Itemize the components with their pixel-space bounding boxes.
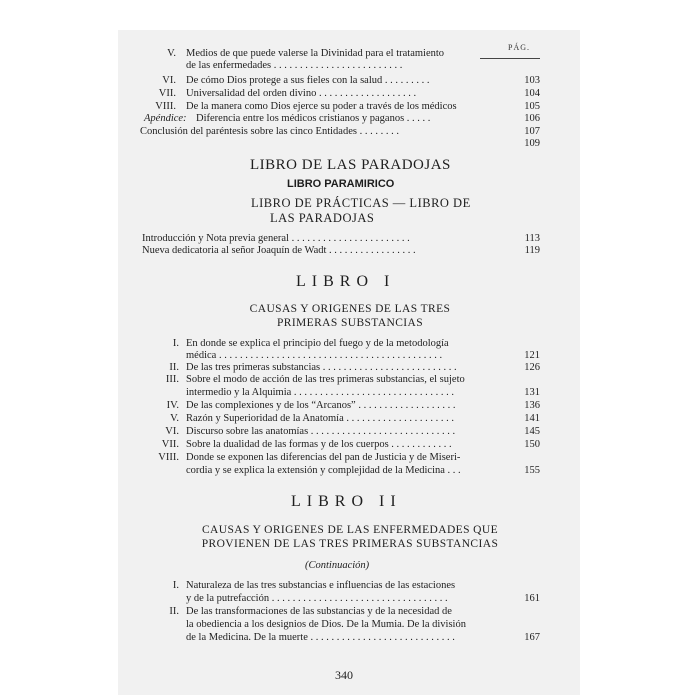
entry-line: intermedio y la Alquimia . . . . . . . . . . . . . . . . . . . . . . . . . . . . . . . xyxy=(186,387,455,398)
entry-page: 121 xyxy=(524,350,540,361)
entry-page: 104 xyxy=(524,88,540,99)
entry-page: 119 xyxy=(524,245,540,256)
entry-number: VIII. xyxy=(158,452,179,463)
entry-page: 136 xyxy=(524,400,540,411)
entry-line: De cómo Dios protege a sus fieles con la salud . . . . . . . . . xyxy=(186,75,430,86)
entry-page: 126 xyxy=(524,362,540,373)
entry-line: De las complexiones y de los “Arcanos” . . . . . . . . . . . . . . . . . . . xyxy=(186,400,456,411)
entry-number: III. xyxy=(165,374,179,385)
libro-1-title: LIBRO I xyxy=(296,273,396,290)
entry-line: de las enfermedades . . . . . . . . . . . . . . . . . . . . . . . . . xyxy=(186,60,403,71)
entry-page: 109 xyxy=(524,138,540,149)
libro-2-heading-line2: PROVIENEN DE LAS TRES PRIMERAS SUBSTANCIAS xyxy=(201,538,499,550)
libro-2-heading-line1: CAUSAS Y ORIGENES DE LAS ENFERMEDADES QUE xyxy=(201,524,499,536)
entry-page: 106 xyxy=(524,113,540,124)
entry-number: VII. xyxy=(161,439,179,450)
entry-page: 161 xyxy=(524,593,540,604)
entry-number: I. xyxy=(172,338,179,349)
entry-page: 105 xyxy=(524,101,540,112)
entry-page: 145 xyxy=(524,426,540,437)
entry-page: 155 xyxy=(524,465,540,476)
entry-page: 131 xyxy=(524,387,540,398)
paradojas-title: LIBRO DE LAS PARADOJAS xyxy=(250,157,451,173)
header-rule xyxy=(480,58,540,59)
entry-line: de la Medicina. De la muerte . . . . . . . . . . . . . . . . . . . . . . . . . . . . xyxy=(186,632,455,643)
entry-line: Universalidad del orden divino . . . . . . . . . . . . . . . . . . . xyxy=(186,88,417,99)
entry-number: VIII. xyxy=(155,101,176,112)
entry-line: Donde se exponen las diferencias del pan de Justicia y de Miseri- xyxy=(186,452,461,463)
paradojas-sub2-line2: LAS PARADOJAS xyxy=(270,211,375,225)
entry-page: 107 xyxy=(524,126,540,137)
entry-page: 141 xyxy=(524,413,540,424)
page-number: 340 xyxy=(335,668,353,682)
entry-number: I. xyxy=(172,580,179,591)
entry-number: II. xyxy=(169,362,179,373)
entry-page: 113 xyxy=(524,233,540,244)
entry-line: En donde se explica el principio del fuego y de la metodología xyxy=(186,338,449,349)
entry-number: V. xyxy=(170,413,179,424)
entry-line: Naturaleza de las tres substancias e influencias de las estaciones xyxy=(186,580,456,591)
page-column-header: PÁG. xyxy=(508,43,531,52)
entry-page: 150 xyxy=(524,439,540,450)
entry-line: cordia y se explica la extensión y complejidad de la Medicina . . . xyxy=(186,465,461,476)
entry-number: II. xyxy=(169,606,179,617)
entry-line: Sobre la dualidad de las formas y de los cuerpos . . . . . . . . . . . . xyxy=(186,439,452,450)
entry-page: 167 xyxy=(524,632,540,643)
entry-line: De las transformaciones de las substancias y de la necesidad de xyxy=(186,606,452,617)
entry-line: y de la putrefacción . . . . . . . . . . . . . . . . . . . . . . . . . . . . . . . . . . xyxy=(186,593,448,604)
paradojas-subtitle: LIBRO PARAMIRICO xyxy=(287,178,395,190)
entry-line: Razón y Superioridad de la Anatomía . . . . . . . . . . . . . . . . . . . . . xyxy=(186,413,455,424)
entry-line: Medios de que puede valerse la Divinidad para el tratamiento xyxy=(186,48,445,59)
continuation-note: (Continuación) xyxy=(305,560,370,571)
appendix-label: Apéndice: xyxy=(144,113,187,124)
entry-line: la obediencia a los designios de Dios. De la Mumia. De la división xyxy=(186,619,466,630)
entry-line: Diferencia entre los médicos cristianos y paganos . . . . . xyxy=(196,113,431,124)
libro-1-heading-line1: CAUSAS Y ORIGENES DE LAS TRES xyxy=(249,303,451,315)
entry-line: Sobre el modo de acción de las tres primeras substancias, el sujeto xyxy=(186,374,465,385)
entry-line: De las tres primeras substancias . . . . . . . . . . . . . . . . . . . . . . . . . . xyxy=(186,362,457,373)
libro-1-heading-line2: PRIMERAS SUBSTANCIAS xyxy=(276,317,424,329)
entry-page: 103 xyxy=(524,75,540,86)
entry-line: Nueva dedicatoria al señor Joaquín de Wadt . . . . . . . . . . . . . . . . . xyxy=(142,245,416,256)
entry-number: IV. xyxy=(166,400,179,411)
entry-number: V. xyxy=(167,48,176,59)
entry-line: Introducción y Nota previa general . . . . . . . . . . . . . . . . . . . . . . . xyxy=(142,233,410,244)
entry-line: De la manera como Dios ejerce su poder a través de los médicos xyxy=(186,101,457,112)
entry-line: médica . . . . . . . . . . . . . . . . . . . . . . . . . . . . . . . . . . . . . . . . . . . xyxy=(186,350,443,361)
libro-2-title: LIBRO II xyxy=(291,493,402,510)
entry-line: Discurso sobre las anatomías . . . . . . . . . . . . . . . . . . . . . . . . . . . . xyxy=(186,426,456,437)
entry-number: VII. xyxy=(158,88,176,99)
entry-number: VI. xyxy=(162,75,176,86)
paradojas-sub2-line1: LIBRO DE PRÁCTICAS — LIBRO DE xyxy=(251,196,471,210)
entry-number: VI. xyxy=(165,426,179,437)
entry-line: Conclusión del paréntesis sobre las cinco Entidades . . . . . . . . xyxy=(140,126,399,137)
